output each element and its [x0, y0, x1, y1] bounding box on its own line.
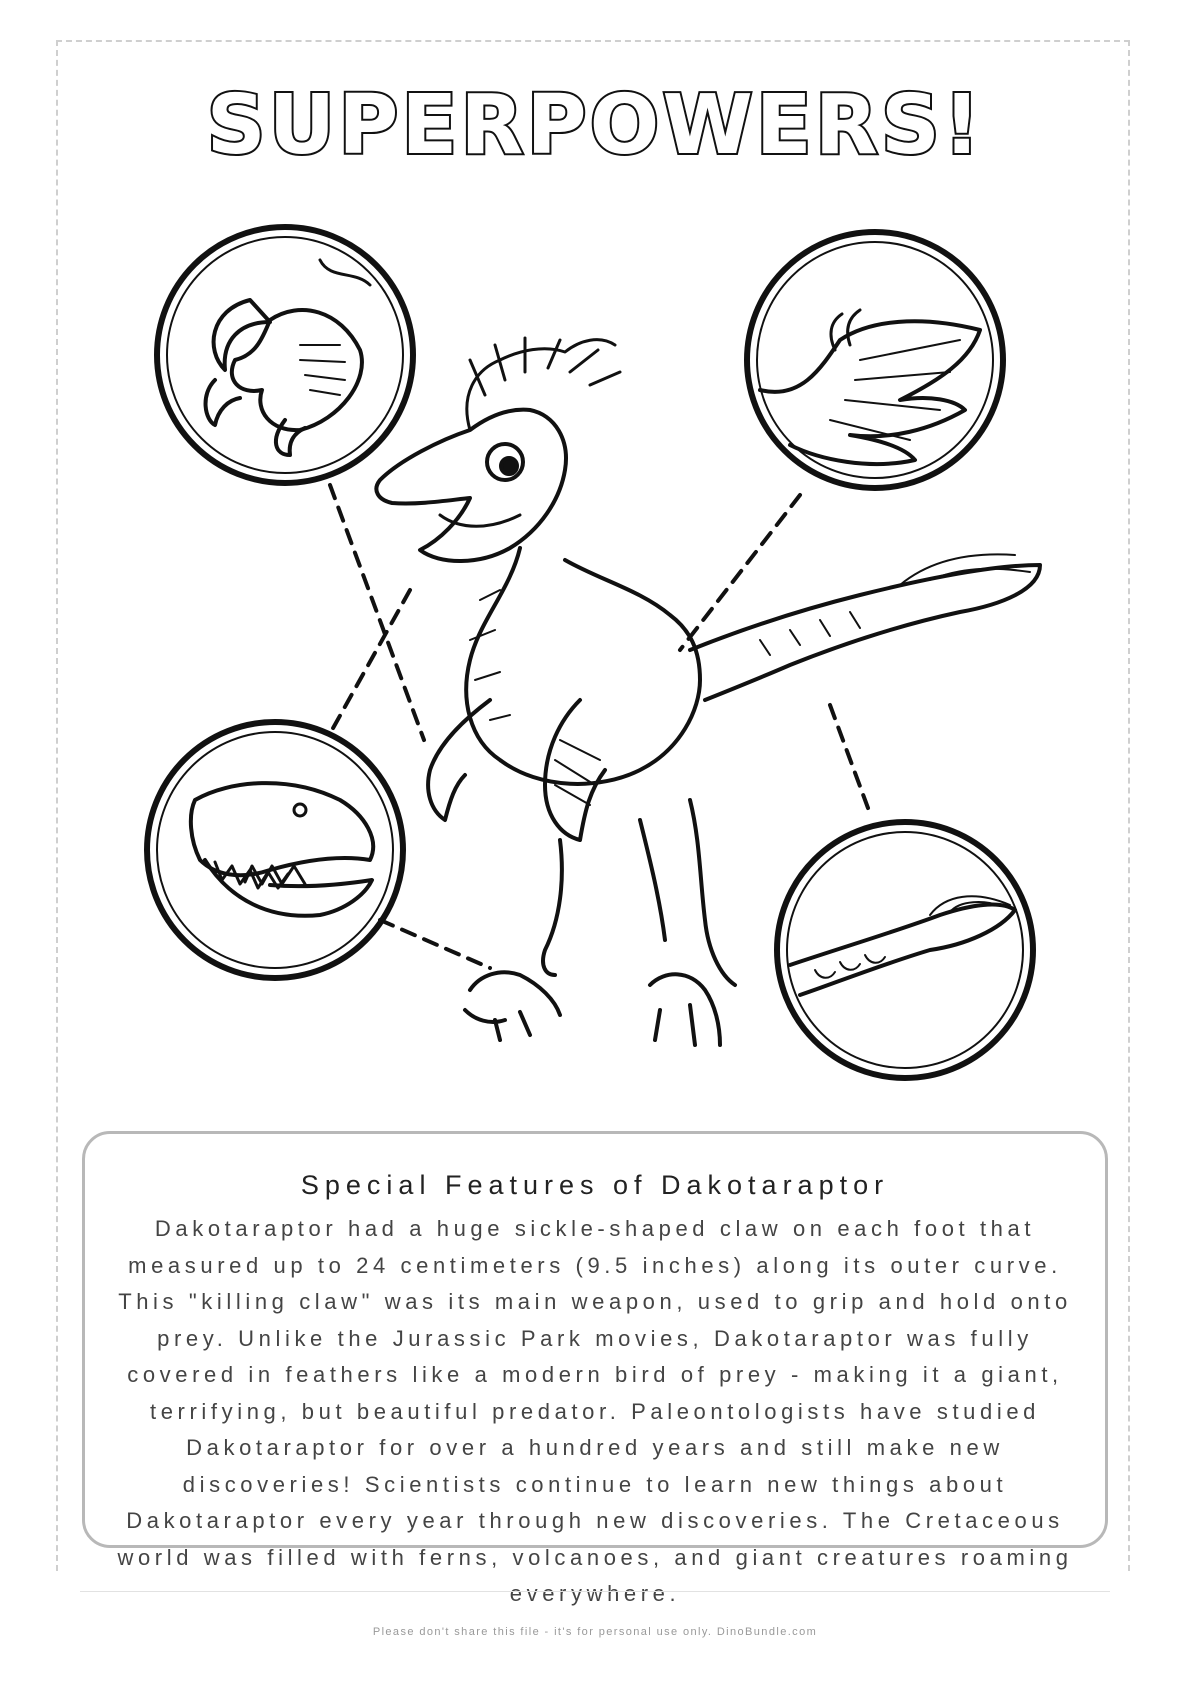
- footer-note: Please don't share this file - it's for personal use only. DinoBundle.com: [372, 1626, 818, 1638]
- dakotaraptor-figure: [376, 338, 1040, 1045]
- jaws-callout-circle: [147, 722, 403, 978]
- page-title: SUPERPOWERS!: [206, 78, 984, 173]
- info-heading: Special Features of Dakotaraptor: [300, 1170, 890, 1200]
- info-box: [82, 1131, 1108, 1606]
- wing-callout-circle: [747, 232, 1003, 488]
- info-paragraph: Dakotaraptor had a huge sickle-shaped claw on each foot that measured up to 24 centimeters (9.5 inches) along its outer curve. This "killing claw" was its main weapon, used to grip and hold onto prey. Unlike the Jurassic Park movies, Dakotaraptor was fully covered in feathers like a modern bird of prey - making it a giant, terrifying, but beautiful predator. Paleontologists have studied Dakotaraptor for over a hundred years and still make new discoveries! Scientists continue to learn new things about Dakotaraptor every year through new discoveries. The Cretaceous world was filled with ferns, volcanoes, and giant creatures roaming everywhere.: [117, 1216, 1073, 1606]
- tail-callout-circle: [777, 822, 1033, 1078]
- footer-divider: [80, 1591, 1110, 1592]
- claw-callout-circle: [157, 227, 413, 483]
